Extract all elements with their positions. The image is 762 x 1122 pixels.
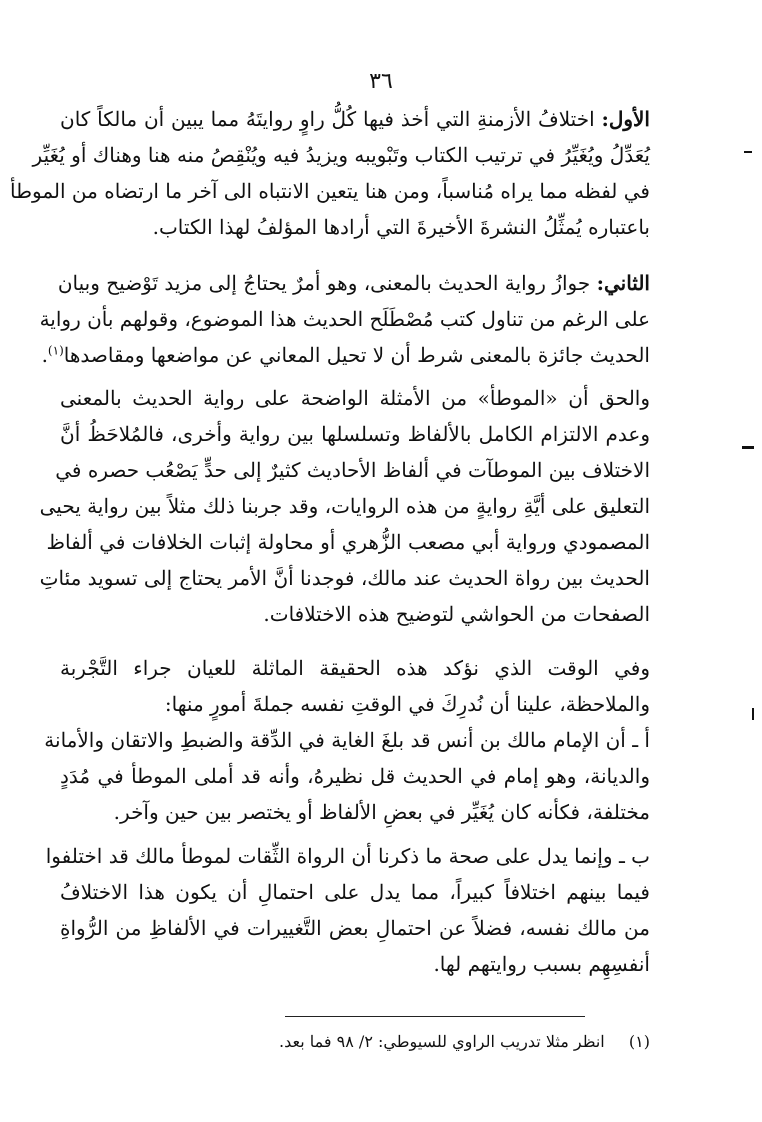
line-text: جوازُ رواية الحديث بالمعنى، وهو أمرٌ يحتاجُ إلى مزيد تَوْضيح وبيان: [57, 271, 597, 295]
line-text: اختلافُ الأزمنةِ التي أخذ فيها كُلُّ راوٍ روايتَهُ مما يبين أن مالكاً كان: [60, 107, 602, 131]
footnote: [240, 1030, 650, 1054]
line-text: ب ـ وإنما يدل على صحة ما ذكرنا أن الرواة الثِّقات لموطأ مالك قد اختلفوا: [45, 844, 650, 868]
line-text: والديانة، وهو إمام في الحديث قل نظيرهُ، وأنه قد أملى الموطأ في مُدَدٍ: [60, 764, 650, 788]
text-line: [60, 758, 650, 794]
text-line: [60, 686, 650, 722]
point-heading-second: الثاني:: [596, 271, 650, 295]
line-text: مختلفة، فكأنه كان يُغَيِّر في بعضِ الألفاظ أو يختصر بين حين وآخر.: [113, 800, 650, 824]
text-line: [60, 910, 650, 946]
text-line: [32, 137, 650, 173]
line-text: .: [41, 343, 48, 367]
footnote-reference: (١): [47, 343, 64, 358]
line-text: والملاحظة، علينا أن نُدرِكَ في الوقتِ نفسه جملةَ أمورٍ منها:: [164, 692, 650, 716]
line-text: يُعَدِّلُ ويُغَيِّرُ في ترتيب الكتاب وتَبْويبه ويزيدُ فيه ويُنْقِصُ منه هنا وهناك أو يُغَيِّر: [32, 143, 650, 167]
line-text: فيما بينهم اختلافاً كبيراً، مما يدل على احتمالِ أن يكون هذا الاختلافُ: [60, 880, 650, 904]
line-text: أنفسِهِم بسبب روايتهم لها.: [433, 952, 650, 976]
text-line: [60, 380, 650, 416]
text-line: [10, 173, 650, 209]
text-line: [39, 560, 650, 596]
line-text: وفي الوقت الذي نؤكد هذه الحقيقة الماثلة للعيان جراء التَّجْربة: [60, 656, 650, 680]
page-number: ٣٦: [369, 69, 393, 94]
line-text: باعتباره يُمثِّلُ النشرةَ الأخيرةَ التي أرادها المؤلفُ لهذا الكتاب.: [152, 215, 650, 239]
line-text: في لفظه مما يراه مُناسباً، ومن هنا يتعين الانتباه الى آخر ما ارتضاه من الموطأ: [10, 179, 650, 203]
line-text: الحديث بين رواة الحديث عند مالك، فوجدنا أنَّ الأمر يحتاج إلى تسويد مئاتِ: [39, 566, 650, 590]
footnote-marker: (١): [628, 1032, 650, 1051]
scan-mark: [742, 446, 754, 449]
line-text: أ ـ أن الإمام مالك بن أنس قد بلغَ الغاية في الدِّقة والضبطِ والاتقان والأمانة: [44, 728, 650, 752]
line-text: من مالك نفسه، فضلاً عن احتمالِ بعض التَّغييرات في الألفاظِ من الرُّواةِ: [60, 916, 650, 940]
footnote-separator: [285, 1016, 585, 1017]
list-item-b: [45, 838, 650, 874]
text-line: [60, 596, 650, 632]
text-line: [55, 452, 650, 488]
line-text: والحق أن «الموطأ» من الأمثلة الواضحة على رواية الحديث بالمعنى: [60, 386, 650, 410]
scan-mark: [752, 708, 754, 720]
line-text: وعدم الالتزام الكامل بالألفاظ وتسلسلها بين رواية وأخرى، فالمُلاحَظُ أنَّ: [60, 422, 650, 446]
text-line: [60, 416, 650, 452]
line-text: المصمودي ورواية أبي مصعب الزُّهري أو محاولة إثبات الخلافات في ألفاظ: [46, 530, 650, 554]
text-line: [60, 209, 650, 245]
text-line: [39, 301, 650, 337]
point-heading-first: الأول:: [601, 107, 650, 131]
text-line: [39, 488, 650, 524]
footnote-text: انظر مثلا تدريب الراوي للسيوطي: ٢/ ٩٨ فما بعد.: [279, 1032, 605, 1051]
scan-mark: [744, 151, 752, 153]
text-line: [60, 874, 650, 910]
line-text: الصفحات من الحواشي لتوضيح هذه الاختلافات.: [263, 602, 650, 626]
text-line: [60, 794, 650, 830]
line-text: الاختلاف بين الموطآت في ألفاظ الأحاديث كثيرٌ إلى حدٍّ يَصْعُب حصره في: [55, 458, 650, 482]
text-line: [60, 101, 650, 137]
text-line: [60, 650, 650, 686]
list-item-a: [44, 722, 650, 758]
line-text: التعليق على أيَّةِ روايةٍ من هذه الروايات، وقد جربنا ذلك مثلاً بين رواية يحيى: [39, 494, 650, 518]
line-text: على الرغم من تناول كتب مُصْطَلَح الحديث هذا الموضوع، وقولهم بأن رواية: [39, 307, 650, 331]
text-line: [60, 946, 650, 982]
line-text: الحديث جائزة بالمعنى شرط أن لا تحيل المعاني عن مواضعها ومقاصدها: [63, 343, 650, 367]
text-line: [41, 337, 650, 373]
text-line: [46, 524, 650, 560]
text-line: [57, 265, 650, 301]
